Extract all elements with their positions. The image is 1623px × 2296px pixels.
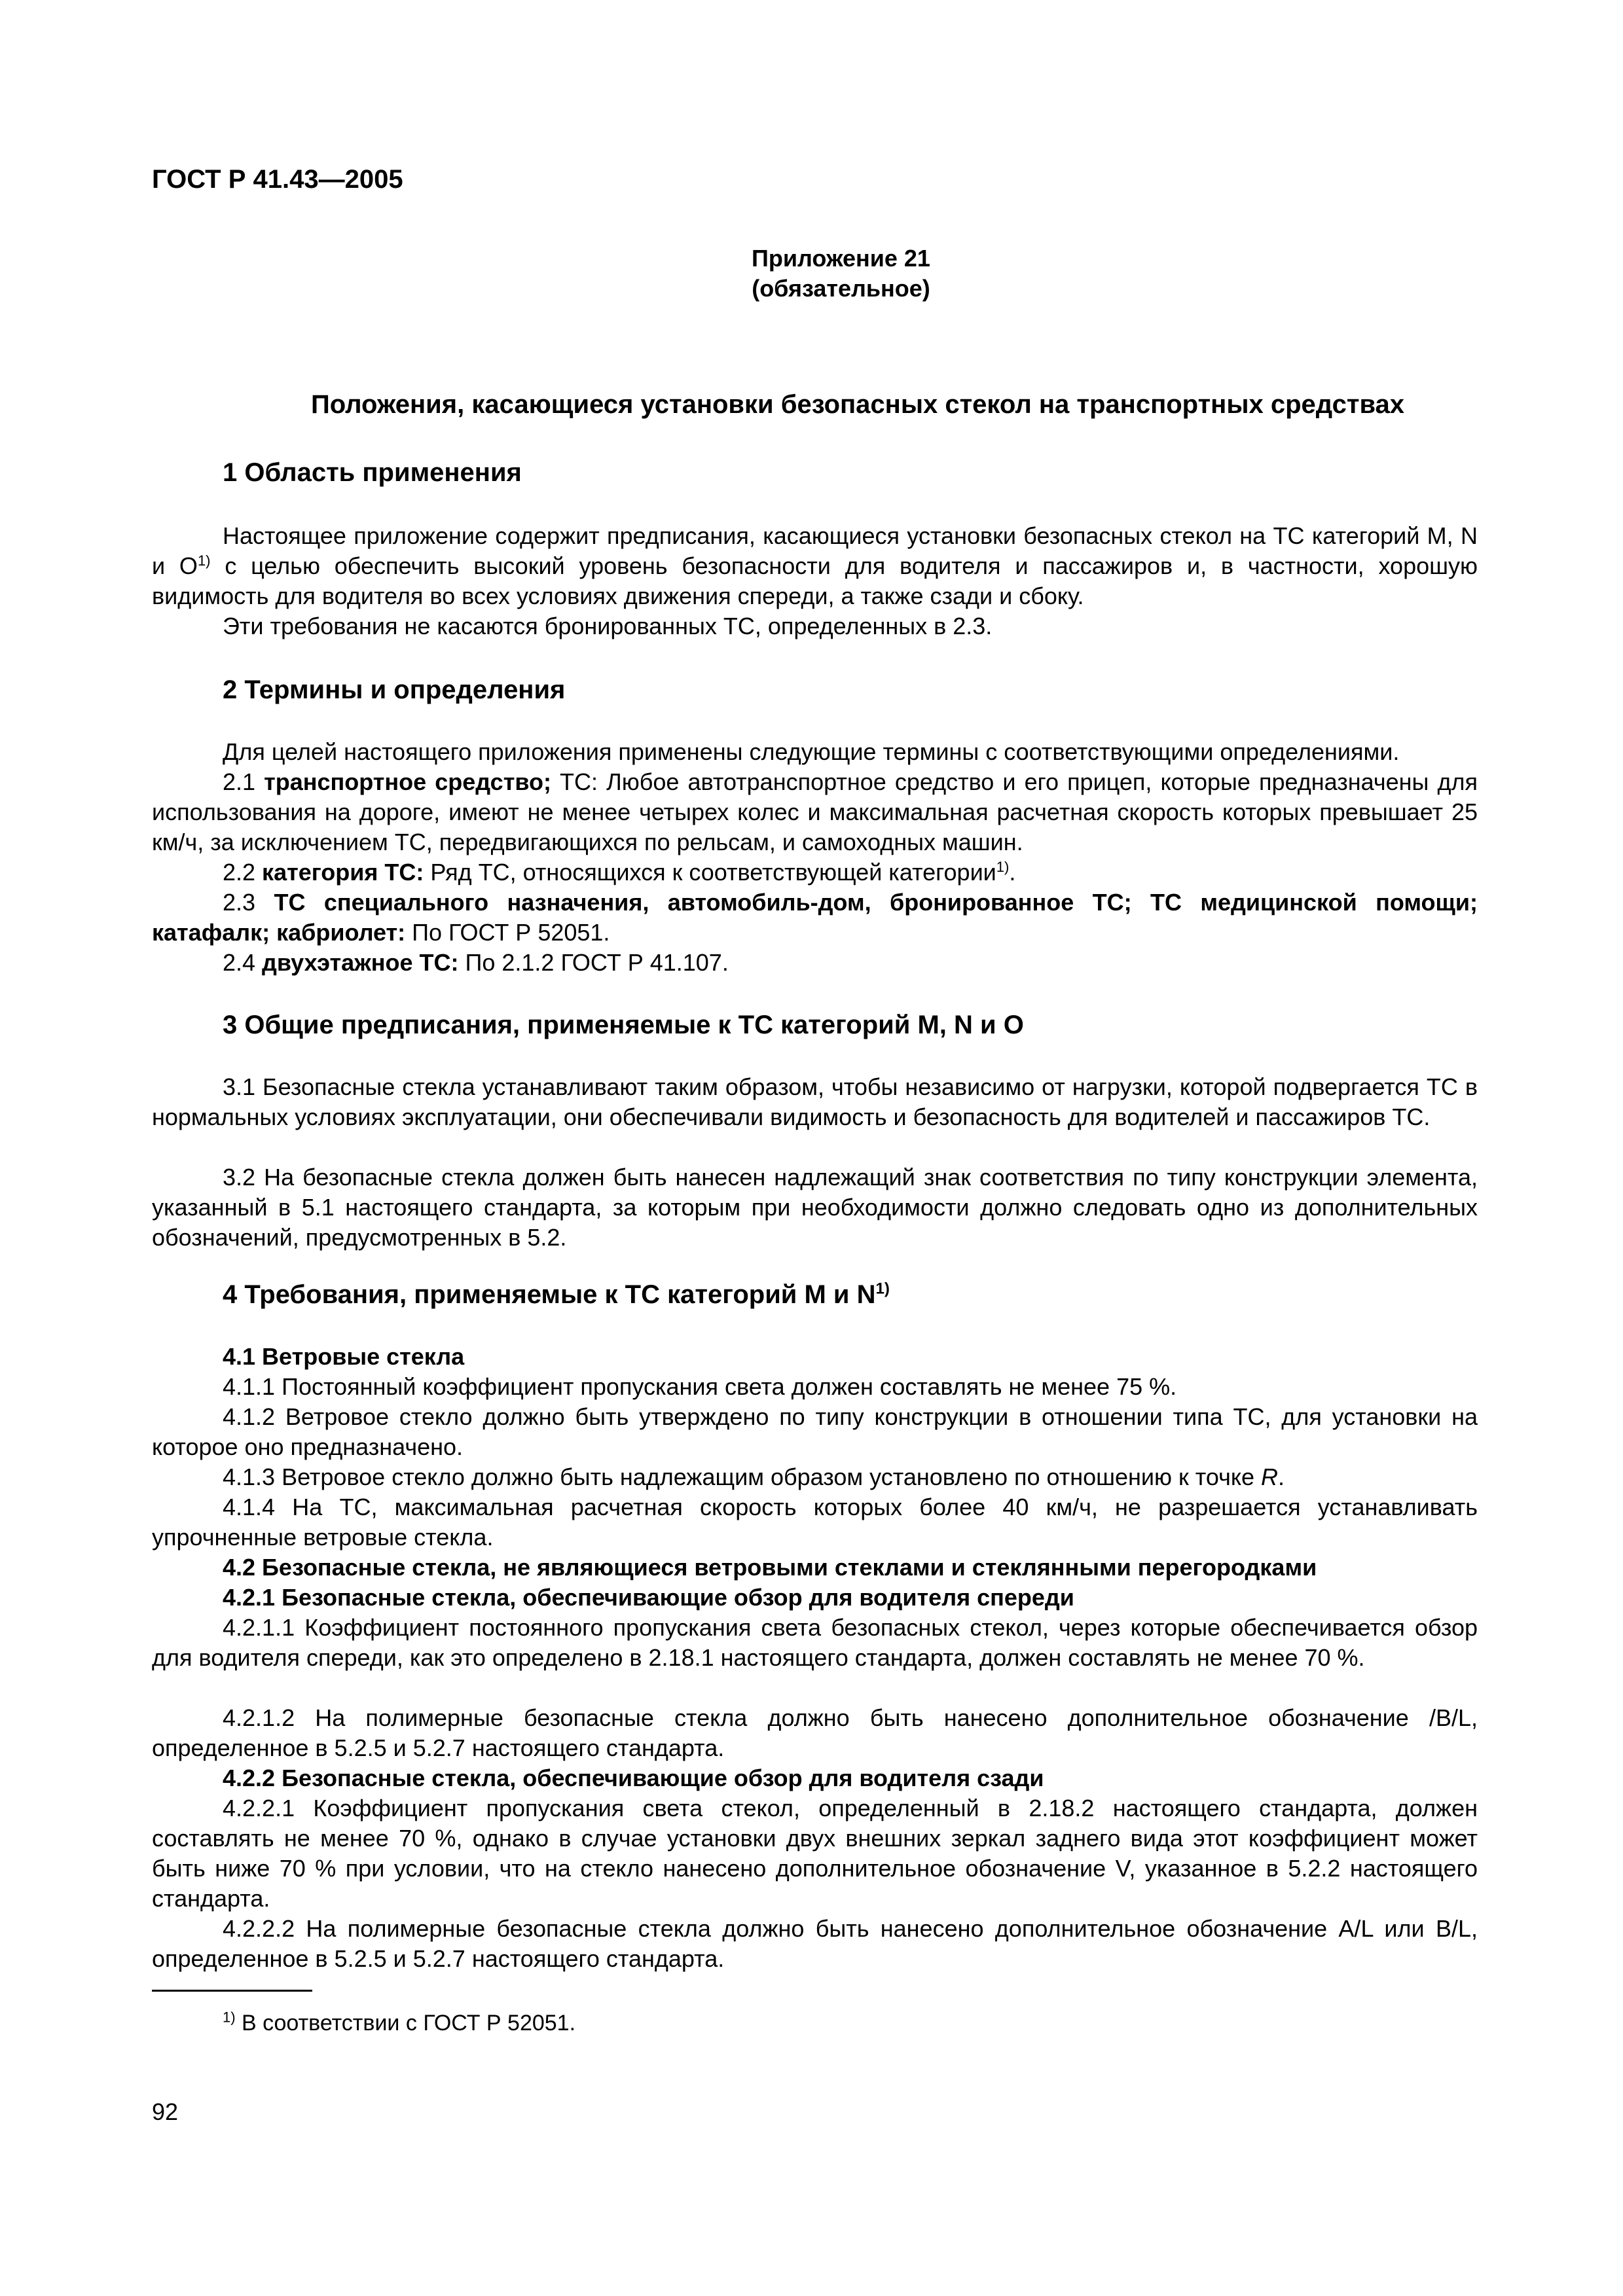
subsection-heading: 4.1 Ветровые стекла <box>223 1343 465 1370</box>
subsection-heading: 4.2.2 Безопасные стекла, обеспечивающие обзор для водителя сзади <box>223 1765 1044 1791</box>
section-3-heading: 3 Общие предписания, применяемые к ТС категорий М, N и О <box>223 1011 1024 1039</box>
footnote-separator <box>152 1990 312 1992</box>
subsection-heading: 4.2.1 Безопасные стекла, обеспечивающие обзор для водителя спереди <box>223 1584 1074 1611</box>
definition-item: 2.1 транспортное средство; ТС: Любое автотранспортное средство и его прицеп, которые предназначены для использования на дороге, имеют не менее четырех колес и максимальная расчетная скорость которых превышает 25 км/ч, за исключением ТС, передвигающихся по рельсам, и самоходных машин. <box>152 768 1478 855</box>
requirement-item: 4.2.1.1 Коэффициент постоянного пропускания света безопасных стекол, через которые обеспечивается обзор для водителя спереди, как это определено в 2.18.1 настоящего стандарта, должен составлять не менее 70 %. <box>152 1614 1478 1671</box>
definition-item: 2.3 ТС специального назначения, автомобиль-дом, бронированное ТС; ТС медицинской помощи; катафалк; кабриолет: По ГОСТ Р 52051. <box>152 889 1478 946</box>
definition-item: 2.4 двухэтажное ТС: По 2.1.2 ГОСТ Р 41.107. <box>223 949 729 976</box>
footnote: $^{1)}$ В соответствии с ГОСТ Р 52051. <box>223 2009 576 2036</box>
annex-label: Приложение 21 <box>752 245 930 272</box>
section-1-paragraph: Эти требования не касаются бронированных ТС, определенных в 2.3. <box>223 613 993 639</box>
section-4-heading: 4 Требования, применяемые к ТС категорий М и $N^{1)}$ <box>223 1280 890 1309</box>
requirement-item: 4.1.3 Ветровое стекло должно быть надлежащим образом установлено по отношению к точке R. <box>223 1463 1285 1490</box>
requirement-item: 4.1.4 На ТС, максимальная расчетная скорость которых более 40 км/ч, не разрешается устанавливать упрочненные ветровые стекла. <box>152 1494 1478 1551</box>
page-number: 92 <box>152 2098 179 2125</box>
section-1-heading: 1 Область применения <box>223 458 522 487</box>
document-title: Положения, касающиеся установки безопасных стекол на транспортных средствах <box>310 390 1405 419</box>
section-2-heading: 2 Термины и определения <box>223 675 566 704</box>
section-3-paragraph: 3.2 На безопасные стекла должен быть нанесен надлежащий знак соответствия по типу конструкции элемента, указанный в 5.1 настоящего стандарта, за которым при необходимости должно следовать одно из дополнительных обозначений, предусмотренных в 5.2. <box>152 1164 1478 1251</box>
requirement-item: 4.2.1.2 На полимерные безопасные стекла должно быть нанесено дополнительное обозначение /B/L, определенное в 5.2.5 и 5.2.7 настоящего стандарта. <box>152 1704 1478 1761</box>
definition-item: 2.2 категория ТС: Ряд ТС, относящихся к соответствующей категории$^{1)}$. <box>223 859 1016 886</box>
requirement-item: 4.1.1 Постоянный коэффициент пропускания света должен составлять не менее 75 %. <box>223 1373 1177 1400</box>
document-code: ГОСТ Р 41.43—2005 <box>152 165 403 194</box>
subsection-heading: 4.2 Безопасные стекла, не являющиеся ветровыми стеклами и стеклянными перегородками <box>223 1554 1317 1581</box>
requirement-item: 4.1.2 Ветровое стекло должно быть утверждено по типу конструкции в отношении типа ТС, для установки на которое оно предназначено. <box>152 1403 1478 1460</box>
section-2-intro: Для целей настоящего приложения применены следующие термины с соответствующими определениями. <box>223 738 1400 765</box>
requirement-item: 4.2.2.1 Коэффициент пропускания света стекол, определенный в 2.18.2 настоящего стандарта, должен составлять не менее 70 %, однако в случае установки двух внешних зеркал заднего вида этот коэффициент может быть ниже 70 % при условии, что на стекло нанесено дополнительное обозначение V, указанное в 5.2.2 настоящего стандарта. <box>152 1795 1478 1912</box>
section-1-paragraph: Настоящее приложение содержит предписания, касающиеся установки безопасных стекол на ТС категорий М, N и $О^{1)}$ с целью обеспечить высокий уровень безопасности для водителя и пассажиров и, в частности, хорошую видимость для водителя во всех условиях движения спереди, а также сзади и сбоку. <box>152 522 1478 609</box>
section-3-paragraph: 3.1 Безопасные стекла устанавливают таким образом, чтобы независимо от нагрузки, которой подвергается ТС в нормальных условиях эксплуатации, они обеспечивали видимость и безопасность для водителей и пассажиров ТС. <box>152 1073 1478 1130</box>
requirement-item: 4.2.2.2 На полимерные безопасные стекла должно быть нанесено дополнительное обозначение A/L или B/L, определенное в 5.2.5 и 5.2.7 настоящего стандарта. <box>152 1915 1478 1972</box>
annex-status: (обязательное) <box>752 275 930 302</box>
